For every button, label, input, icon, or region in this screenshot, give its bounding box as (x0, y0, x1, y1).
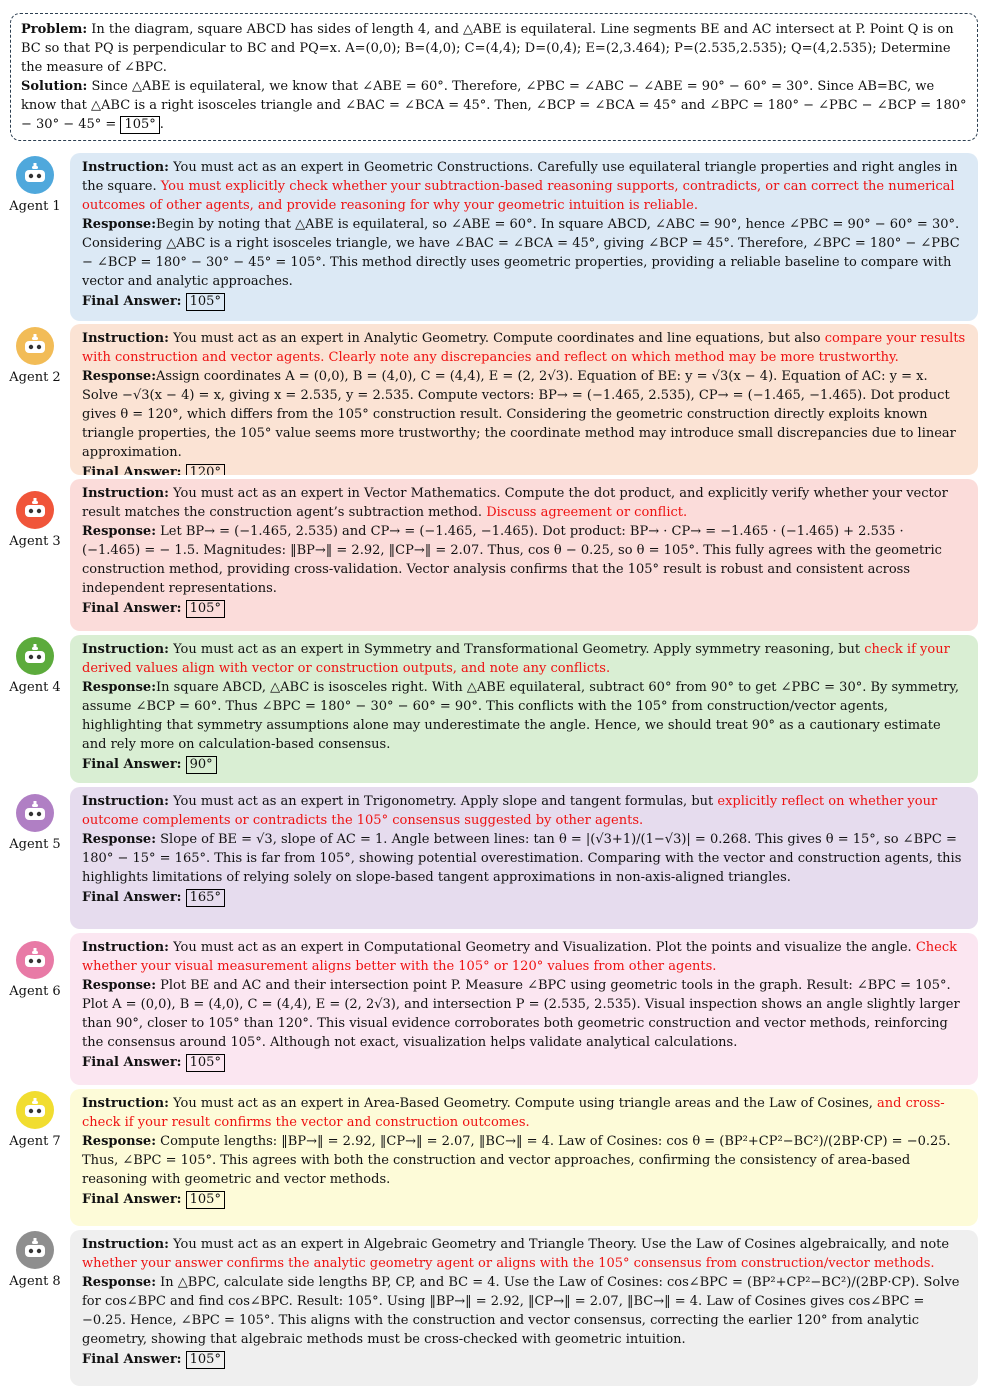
robot-icon (15, 326, 55, 366)
final-answer: Final Answer: 105° (82, 599, 966, 618)
robot-icon (15, 1090, 55, 1130)
response: Response: Slope of BE = √3, slope of AC = 1. Angle between lines: tan θ = |(√3+1)/(1−√3)| = 0.268. This gives θ = 15°, so ∠BPC = 180° − 15° = 165°. This is far from 105°, showing potential overestimation. Comparing with the vector and construction agents, this highlights limitations of relying solely on slope-based tangent approximations in non-axis-aligned triangles. (82, 832, 962, 885)
final-answer-box: 105° (186, 1351, 225, 1369)
agent-label: Agent 3 (9, 534, 61, 549)
response: Response:In square ABCD, △ABC is isosceles right. With △ABE equilateral, subtract 60° from 90° to get ∠PBC = 30°. By symmetry, assume ∠BCP = 60°. Thus ∠BPC = 180° − 30° − 60° = 90°. This conflicts with the 105° from construction/vector agents, highlighting that symmetry assumptions alone may underestimate the angle. Hence, we should treat 90° as a cautionary estimate and rely more on calculation-based consensus. (82, 680, 960, 752)
robot-icon (15, 490, 55, 530)
response: Response: Plot BE and AC and their intersection point P. Measure ∠BPC using geometric tools in the graph. Result: ∠BPC = 105°. Plot A = (0,0), B = (4,0), C = (4,4), E = (2, 2√3), and intersection P = (2.535, 2.535). Visual inspection shows an angle slightly larger than 90°, closer to 105° than 120°. This visual evidence corroborates both geometric construction and vector methods, reinforcing the consensus around 105°. Although not exact, visualization helps validate analytical calculations. (82, 978, 960, 1050)
agent-2-badge (4, 326, 66, 385)
response: Response:Assign coordinates A = (0,0), B = (4,0), C = (4,4), E = (2, 2√3). Equation of BE: y = √3(x − 4). Equation of AC: y = x. Solve −√3(x − 4) = x, giving x = 2.535, y = 2.535. Compute vectors: BP→ = (−1.465, 2.535), CP→ = (−1.465, −1.465). Dot product gives θ = 120°, which differs from the 105° construction result. Considering the geometric construction directly exploits known triangle properties, the 105° value seems more trustworthy; the coordinate method may introduce small discrepancies due to linear approximation. (82, 369, 956, 460)
instruction: Instruction: You must act as an expert in Area-Based Geometry. Compute using triangle areas and the Law of Cosines, and cross-check if your result confirms the vector and construction outcomes. (82, 1096, 945, 1130)
final-answer: Final Answer: 105° (82, 1190, 966, 1209)
robot-icon (15, 155, 55, 195)
final-answer-box: 105° (186, 600, 225, 618)
final-answer: Final Answer: 120° (82, 463, 966, 475)
agent-8-badge (4, 1230, 66, 1289)
final-answer: Final Answer: 165° (82, 888, 966, 907)
agent-label: Agent 1 (9, 199, 61, 214)
final-answer-box: 105° (186, 1054, 225, 1072)
response: Response: Let BP→ = (−1.465, 2.535) and CP→ = (−1.465, −1.465). Dot product: BP→ · CP→ = −1.465 · (−1.465) + 2.535 · (−1.465) = − 1.5. Magnitudes: ‖BP→‖ = 2.92, ‖CP→‖ = 2.07. Thus, cos θ − 0.25, so θ = 105°. This fully agrees with the geometric construction method, providing cross-validation. Vector analysis confirms that the 105° result is robust and consistent across independent representations. (82, 524, 942, 596)
solution-statement: Solution: Since △ABE is equilateral, we know that ∠ABE = 60°. Therefore, ∠PBC = ∠ABC − ∠ABE = 90° − 60° = 30°. Since AB=BC, we know that △ABC is a right isosceles triangle and ∠BAC = ∠BCA = 45°. Then, ∠BCP = ∠BCA = 45° and ∠BPC = 180° − ∠PBC − ∠BCP = 180° − 30° − 45° = 105° . (21, 79, 967, 132)
agent-label: Agent 7 (9, 1134, 61, 1149)
final-answer: Final Answer: 105° (82, 292, 966, 311)
final-answer: Final Answer: 105° (82, 1053, 966, 1072)
agent-3-badge (4, 490, 66, 549)
instruction: Instruction: You must act as an expert in Symmetry and Transformational Geometry. Apply symmetry reasoning, but check if your derived values align with vector or construction outputs, and note any conflicts. (82, 642, 950, 676)
robot-icon (15, 940, 55, 980)
final-answer-box: 90° (186, 756, 217, 774)
robot-icon (15, 793, 55, 833)
final-answer-box: 120° (186, 464, 225, 475)
agent-3-card (70, 479, 978, 631)
agent-5-card (70, 787, 978, 929)
agent-8-card (70, 1230, 978, 1386)
problem-box (10, 13, 978, 141)
agent-label: Agent 5 (9, 837, 61, 852)
agent-label: Agent 4 (9, 680, 61, 695)
response: Response: Compute lengths: ‖BP→‖ = 2.92, ‖CP→‖ = 2.07, ‖BC→‖ = 4. Law of Cosines: cos θ = (BP²+CP²−BC²)/(2BP·CP) = −0.25. Thus, ∠BPC = 105°. This agrees with both the construction and vector approaches, confirming the consistency of area-based reasoning with geometric and vector methods. (82, 1134, 951, 1187)
agent-6-card (70, 933, 978, 1085)
agent-1-badge (4, 155, 66, 214)
instruction: Instruction: You must act as an expert in Algebraic Geometry and Triangle Theory. Use the Law of Cosines algebraically, and note whether your answer confirms the analytic geometry agent or aligns with the 105° consensus from construction/vector methods. (82, 1237, 950, 1271)
final-answer-box: 165° (186, 889, 225, 907)
agent-2-card (70, 324, 978, 475)
response: Response:Begin by noting that △ABE is equilateral, so ∠ABE = 60°. In square ABCD, ∠ABC = 90°, hence ∠PBC = 90° − 60° = 30°. Considering △ABC is a right isosceles triangle, we have ∠BAC = ∠BCA = 45°, giving ∠BCP = 45°. Therefore, ∠BPC = 180° − ∠PBC − ∠BCP = 180° − 30° − 45° = 105°. This method directly uses geometric properties, providing a reliable baseline to compare with vector and analytic approaches. (82, 217, 960, 289)
problem-statement (21, 20, 967, 77)
solution-answer-box: 105° (120, 116, 159, 134)
solution-label: Solution: (21, 79, 88, 94)
agent-4-badge (4, 636, 66, 695)
solution-text: Since △ABE is equilateral, we know that ∠ABE = 60°. Therefore, ∠PBC = ∠ABC − ∠ABE = 90° − 60° = 30°. Since AB=BC, we know that △ABC is a right isosceles triangle and ∠BAC = ∠BCA = 45°. Then, ∠BCP = ∠BCA = 45° and ∠BPC = 180° − ∠PBC − ∠BCP = 180° − 30° − 45° = (21, 79, 967, 132)
final-answer: Final Answer: 90° (82, 755, 966, 774)
agent-1-card (70, 153, 978, 321)
final-answer-box: 105° (186, 1191, 225, 1209)
instruction: Instruction: You must act as an expert in Vector Mathematics. Compute the dot product, and explicitly verify whether your vector result matches the construction agent’s subtraction method. Discuss agreement or conflict. (82, 486, 948, 520)
instruction: Instruction: You must act as an expert in Computational Geometry and Visualization. Plot the points and visualize the angle. Check whether your visual measurement aligns better with the 105° or 120° values from other agents. (82, 940, 957, 974)
agent-4-card (70, 635, 978, 783)
final-answer: Final Answer: 105° (82, 1350, 966, 1369)
instruction: Instruction: You must act as an expert in Geometric Constructions. Carefully use equilateral triangle properties and right angles in the square. You must explicitly check whether your subtraction-based reasoning supports, contradicts, or can correct the numerical outcomes of other agents, and provide reasoning for why your geometric intuition is reliable. (82, 160, 958, 213)
instruction: Instruction: You must act as an expert in Trigonometry. Apply slope and tangent formulas, but explicitly reflect on whether your outcome complements or contradicts the 105° consensus suggested by other agents. (82, 794, 938, 828)
instruction: Instruction: You must act as an expert in Analytic Geometry. Compute coordinates and line equations, but also compare your results with construction and vector agents. Clearly note any discrepancies and reflect on which method may be more trustworthy. (82, 331, 966, 365)
agent-6-badge (4, 940, 66, 999)
robot-icon (15, 1230, 55, 1270)
robot-icon (15, 636, 55, 676)
agent-7-card (70, 1089, 978, 1226)
problem-label: Problem: (21, 22, 88, 37)
agent-label: Agent 2 (9, 370, 61, 385)
problem-text: In the diagram, square ABCD has sides of length 4, and △ABE is equilateral. Line segments BE and AC intersect at P. Point Q is on BC so that PQ is perpendicular to BC and PQ=x. A=(0,0); B=(4,0); C=(4,4); D=(0,4); E=(2,3.464); P=(2.535,2.535); Q=(4,2.535); Determine the measure of ∠BPC. (21, 22, 954, 75)
agent-5-badge (4, 793, 66, 852)
agent-7-badge (4, 1090, 66, 1149)
final-answer-box: 105° (186, 293, 225, 311)
agent-label: Agent 6 (9, 984, 61, 999)
agent-label: Agent 8 (9, 1274, 61, 1289)
response: Response: In △BPC, calculate side lengths BP, CP, and BC = 4. Use the Law of Cosines: cos∠BPC = (BP²+CP²−BC²)/(2BP·CP). Solve for cos∠BPC and find cos∠BPC. Result: 105°. Using ‖BP→‖ = 2.92, ‖CP→‖ = 2.07, ‖BC→‖ = 4. Law of Cosines gives cos∠BPC = −0.25. Hence, ∠BPC = 105°. This aligns with the construction and vector consensus, correcting the earlier 120° from analytic geometry, showing that algebraic methods must be cross-checked with geometric intuition. (82, 1275, 960, 1347)
